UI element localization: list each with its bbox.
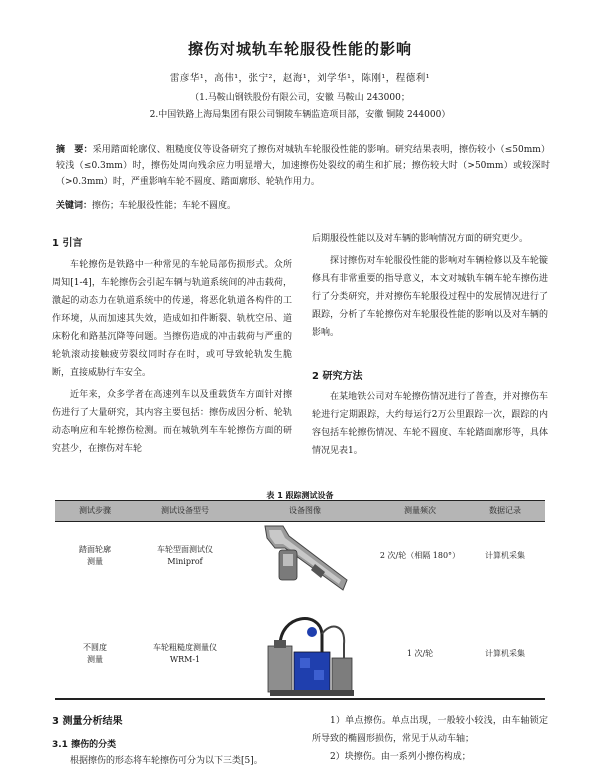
- table-header-cell: 测量频次: [404, 506, 436, 515]
- table-cell-record: 计算机采集: [485, 551, 525, 560]
- table-cell-record: 计算机采集: [485, 649, 525, 658]
- list-item: 2）块擦伤。由一系列小擦伤构成；: [330, 752, 471, 762]
- section-1-body: [52, 256, 292, 458]
- paragraph: 近年来，众多学者在高速列车以及重载货车方面针对擦伤进行了大量研究，其内容主要包括：擦伤成因分析、轮轨动态响应和车轮擦伤检测。而在城轨列车车轮擦伤方面的研究甚少，在擦伤对车轮: [52, 390, 292, 454]
- paragraph: 车轮擦伤是铁路中一种常见的车轮局部伤损形式。众所周知[1-4]，车轮擦伤会引起车辆与轨道系统间的冲击载荷，激起的动态力在轨道系统中的传递，将恶化轨道各构件的工作环境，从而加速其失效，造成如扣件断裂、轨枕空吊、道床粉化和路基沉降等问题。当擦伤造成的冲击载荷与严重的轮轨滚动接触疲劳裂纹同时存在时，或可导致轮轨发生脆断，直接威胁行车安全。: [52, 260, 292, 378]
- affiliation-1: （1.马鞍山钢铁股份有限公司，安徽 马鞍山 243000；: [190, 93, 410, 103]
- section-3-1-heading: 3.1 擦伤的分类: [52, 740, 117, 750]
- paragraph: 后期服役性能以及对车辆的影响情况方面的研究更少。: [312, 234, 529, 244]
- section-3-right-body: [312, 712, 548, 766]
- table-caption: 表 1 跟踪测试设备: [266, 491, 334, 500]
- abstract: [56, 142, 550, 190]
- keywords-text: 擦伤；车轮服役性能；车轮不圆度。: [92, 201, 237, 211]
- table-bottom-rule: [55, 698, 545, 700]
- section-1-heading: 1 引言: [52, 238, 83, 249]
- tracking-equipment-table: [55, 500, 545, 700]
- table-header-cell: 数据记录: [489, 506, 521, 515]
- section-3-1-body: [52, 752, 297, 770]
- table-cell-frequency: 2 次/轮（相隔 180°）: [379, 551, 461, 560]
- table-cell-frequency: 1 次/轮: [406, 649, 434, 658]
- paragraph: 探讨擦伤对车轮服役性能的影响对车辆检修以及车轮镟修具有非常重要的指导意义，本文对城轨车辆车轮车擦伤进行了分类研究，并对擦伤车轮服役过程中的发展情况进行了跟踪，分析了车轮擦伤对车轮服役性能的影响以及对车辆的影响。: [312, 256, 548, 338]
- table-cell-step: 踏面轮廓 测量: [79, 545, 111, 566]
- author-list: 雷彦华¹，高伟¹，张宁²，赵海¹，刘学华¹，陈刚¹，程德利¹: [169, 73, 431, 84]
- paragraph: 在某地铁公司对车轮擦伤情况进行了普查，并对擦伤车轮进行定期跟踪，大约每运行2万公里跟踪一次，跟踪的内容包括车轮擦伤情况、车轮不圆度、车轮踏面廓形等，具体情况见表1。: [312, 392, 548, 456]
- affiliation-2: 2.中国铁路上海局集团有限公司铜陵车辆监造项目部，安徽 铜陵 244000）: [149, 110, 451, 120]
- section-3-heading: 3 测量分析结果: [52, 716, 123, 727]
- abstract-text: 采用踏面轮廓仪、粗糙度仪等设备研究了擦伤对城轨车轮服役性能的影响。研究结果表明，擦伤较小（≤50mm）较浅（≤0.3mm）时，擦伤处周向残余应力明显增大，加速擦伤处裂纹的萌生和扩展；擦伤较大时（>50mm）或较深时（>0.3mm）时，严重影响车轮不圆度、踏面廓形、轮轨作用力。: [56, 145, 550, 187]
- keywords-label: 关键词：: [56, 201, 93, 211]
- abstract-label: 摘 要：: [56, 145, 93, 155]
- section-2-body: [312, 388, 548, 460]
- keywords: [56, 198, 550, 211]
- wrm1-device-image: [260, 604, 360, 700]
- table-header-cell: 测试设备型号: [161, 506, 209, 515]
- miniprof-device-image: [255, 520, 355, 598]
- table-header-cell: 设备图像: [289, 506, 321, 515]
- section-2-heading: 2 研究方法: [312, 371, 363, 382]
- paper-title: 擦伤对城轨车轮服役性能的影响: [187, 40, 412, 58]
- table-cell-device: 车轮粗糙度测量仪 WRM-1: [153, 643, 217, 664]
- list-item: 1）单点擦伤。单点出现，一般较小较浅，由车轴锁定所导致的椭圆形损伤，常见于从动车轴；: [312, 716, 548, 744]
- paragraph: 根据擦伤的形态将车轮擦伤可分为以下三类[5]。: [70, 756, 263, 766]
- table-cell-device: 车轮型面测试仪 Miniprof: [157, 545, 213, 566]
- table-header-cell: 测试步骤: [79, 506, 111, 515]
- right-column-body: [312, 230, 548, 342]
- table-header-row: [55, 500, 545, 522]
- table-cell-step: 不圆度 测量: [83, 643, 107, 664]
